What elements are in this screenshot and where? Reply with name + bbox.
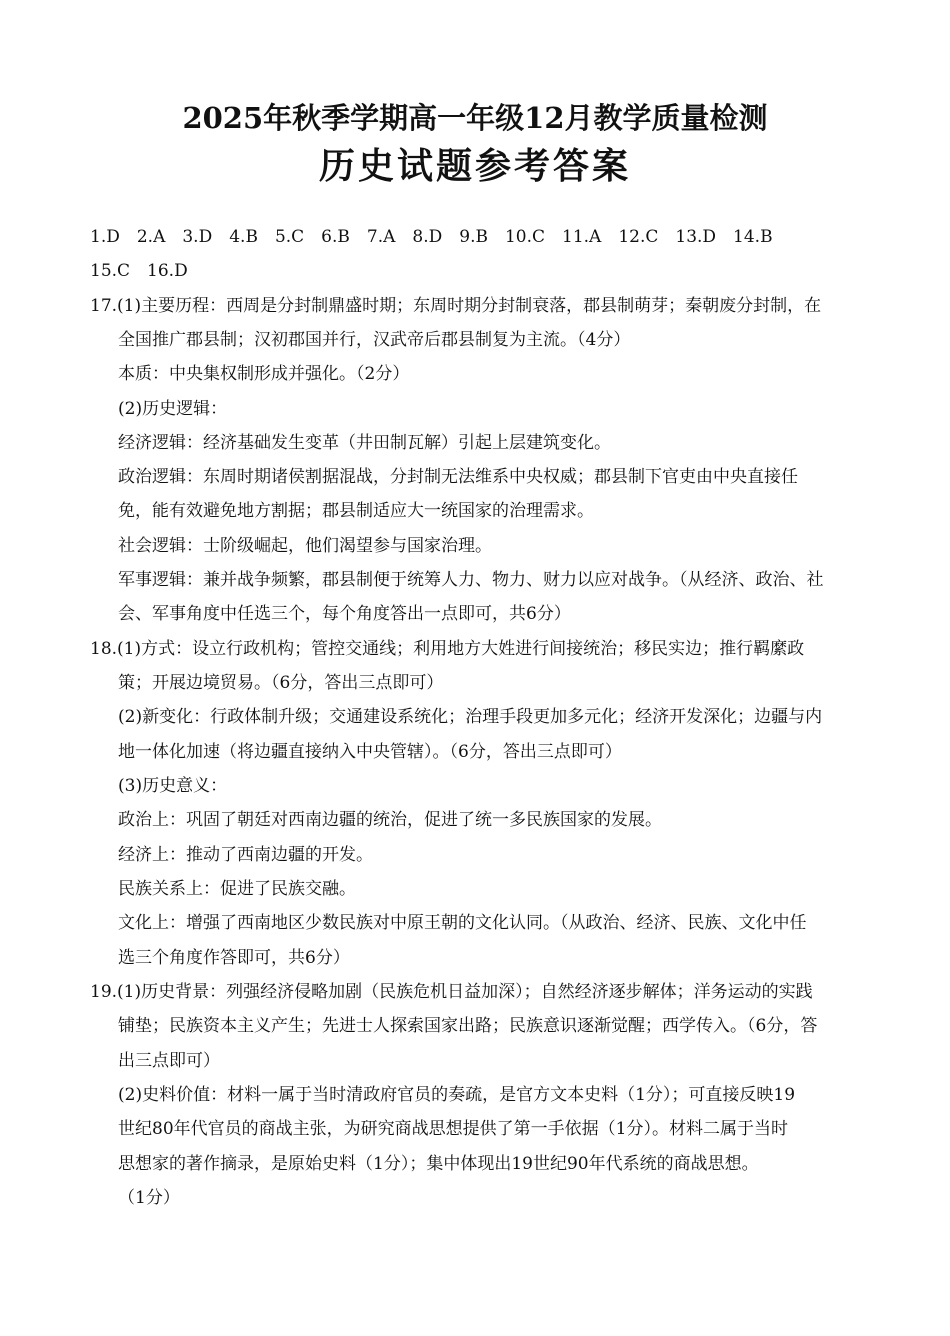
choice-answer: 3.D xyxy=(182,227,213,247)
q17-essence: 本质：中央集权制形成并强化。（2分） xyxy=(118,364,410,384)
q17-military-logic-line2: 会、军事角度中任选三个，每个角度答出一点即可，共6分） xyxy=(118,604,571,624)
choice-answer: 15.C xyxy=(90,261,131,281)
q19-part2-line4: （1分） xyxy=(118,1188,180,1208)
q17-economic-logic: 经济逻辑：经济基础发生变革（井田制瓦解）引起上层建筑变化。 xyxy=(118,433,611,453)
q18-part2-line1: (2)新变化：行政体制升级；交通建设系统化；治理手段更加多元化；经济开发深化；边疆与内 xyxy=(118,707,823,727)
choice-answer: 16.D xyxy=(147,261,188,281)
q17-political-logic-line1: 政治逻辑：东周时期诸侯割据混战，分封制无法维系中央权威；郡县制下官吏由中央直接任 xyxy=(118,467,798,487)
q18-cultural-line1: 文化上：增强了西南地区少数民族对中原王朝的文化认同。（从政治、经济、民族、文化中任 xyxy=(118,913,807,933)
q17-social-logic: 社会逻辑：士阶级崛起，他们渴望参与国家治理。 xyxy=(118,536,492,556)
q17-political-logic-line2: 免，能有效避免地方割据；郡县制适应大一统国家的治理需求。 xyxy=(118,501,594,521)
q17-part1-line2: 全国推广郡县制；汉初郡国并行，汉武帝后郡县制复为主流。（4分） xyxy=(118,330,631,350)
q19-part1-line2: 铺垫；民族资本主义产生；先进士人探索国家出路；民族意识逐渐觉醒；西学传入。（6分，答 xyxy=(118,1016,818,1036)
q19-part2-line2: 世纪80年代官员的商战主张，为研究商战思想提供了第一手依据（1分）。材料二属于当时 xyxy=(118,1119,788,1139)
choice-answer: 2.A xyxy=(136,227,166,247)
q18-cultural-line2: 选三个角度作答即可，共6分） xyxy=(118,948,350,968)
choice-answer: 13.D xyxy=(675,227,717,247)
q19-part1-line3: 出三点即可） xyxy=(118,1051,220,1071)
q19-part2-line1: (2)史料价值：材料一属于当时清政府官员的奏疏，是官方文本史料（1分）；可直接反映19 xyxy=(118,1085,796,1105)
choice-answer: 14.B xyxy=(733,227,773,247)
q18-part1-line2: 策；开展边境贸易。（6分，答出三点即可） xyxy=(118,673,444,693)
q18-part1-line1: 18.(1)方式：设立行政机构；管控交通线；利用地方大姓进行间接统治；移民实边；推行羁縻政 xyxy=(90,639,805,659)
q18-part2-line2: 地一体化加速（将边疆直接纳入中央管辖）。（6分，答出三点即可） xyxy=(118,742,622,762)
choice-answer: 6.B xyxy=(321,227,350,247)
choice-answer: 4.B xyxy=(229,227,258,247)
q17-part2-heading: (2)历史逻辑： xyxy=(118,399,228,419)
page-subtitle: 历史试题参考答案 xyxy=(318,145,631,187)
q18-ethnic-relations: 民族关系上：促进了民族交融。 xyxy=(118,879,356,899)
choice-answer: 7.A xyxy=(366,227,396,247)
q18-economic: 经济上：推动了西南边疆的开发。 xyxy=(118,845,373,865)
choice-answer: 8.D xyxy=(412,227,443,247)
choice-answer: 10.C xyxy=(504,227,546,247)
choice-answer: 1.D xyxy=(90,227,120,247)
page-title: 2025年秋季学期高一年级12月教学质量检测 xyxy=(182,101,768,135)
q18-part3-heading: (3)历史意义： xyxy=(118,776,228,796)
choice-answer: 5.C xyxy=(274,227,305,247)
choice-answer: 11.A xyxy=(562,227,602,247)
choice-answer: 12.C xyxy=(618,227,659,247)
q18-political: 政治上：巩固了朝廷对西南边疆的统治，促进了统一多民族国家的发展。 xyxy=(118,810,662,830)
q17-military-logic-line1: 军事逻辑：兼并战争频繁，郡县制便于统筹人力、物力、财力以应对战争。（从经济、政治、社 xyxy=(118,570,824,590)
choice-answer: 9.B xyxy=(459,227,488,247)
q19-part2-line3: 思想家的著作摘录，是原始史料（1分）；集中体现出19世纪90年代系统的商战思想。 xyxy=(118,1154,759,1174)
choice-answers-row-2 xyxy=(90,259,205,283)
choice-answers-row-1 xyxy=(90,225,790,249)
q17-part1-line1: 17.(1)主要历程：西周是分封制鼎盛时期；东周时期分封制衰落，郡县制萌芽；秦朝废分封制，在 xyxy=(90,296,822,316)
q19-part1-line1: 19.(1)历史背景：列强经济侵略加剧（民族危机日益加深）；自然经济逐步解体；洋务运动的实践 xyxy=(90,982,813,1002)
